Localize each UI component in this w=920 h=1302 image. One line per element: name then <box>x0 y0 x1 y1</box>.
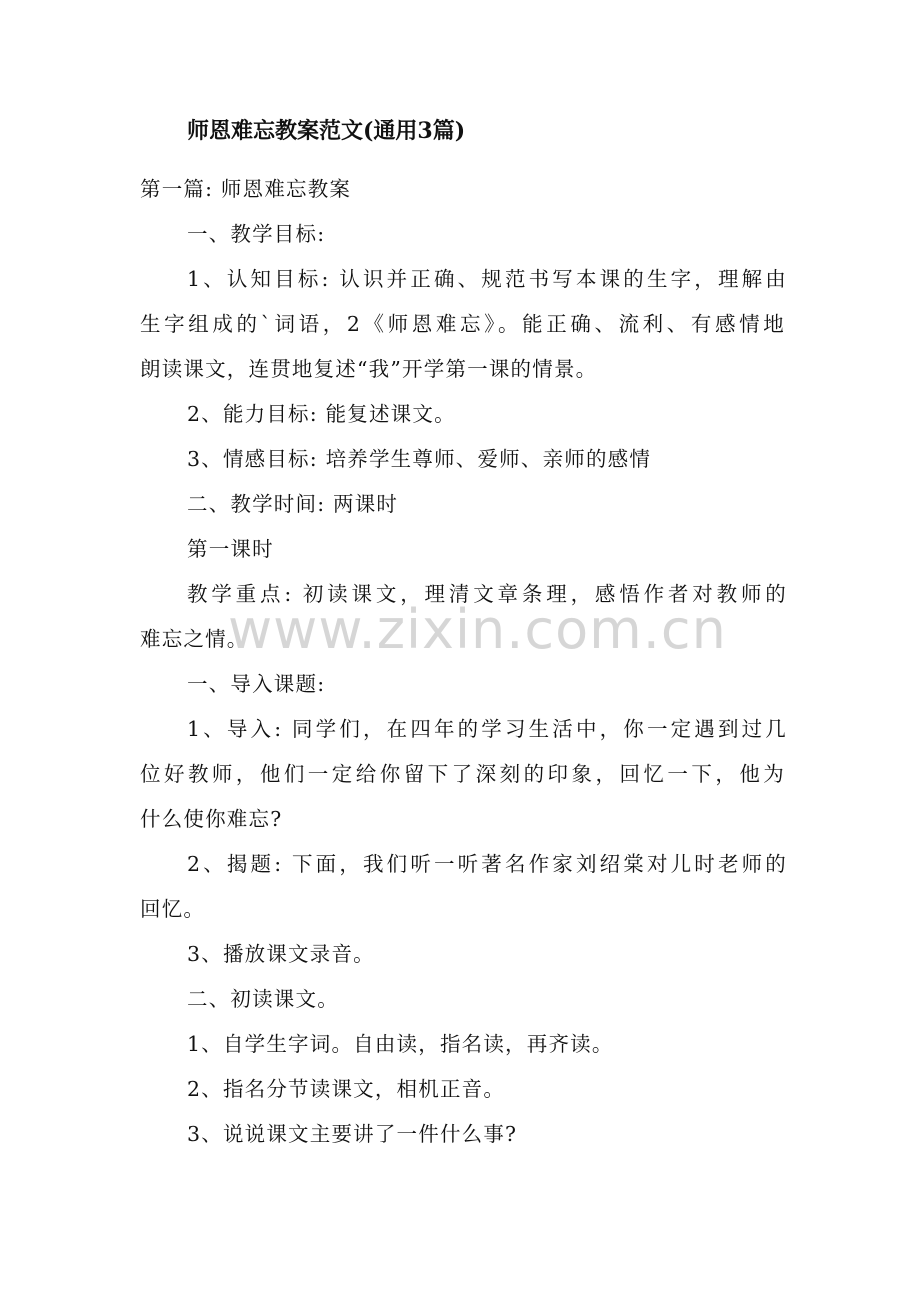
paragraph-line: 一、导入课题: <box>187 672 326 696</box>
paragraph-line: 2、指名分节读课文，相机正音。 <box>187 1077 506 1101</box>
paragraph-line: 第一课时 <box>187 537 274 561</box>
paragraph-line: 二、教学时间: 两课时 <box>187 492 399 516</box>
paragraph-line: 位好教师，他们一定给你留下了深刻的印象，回忆一下，他为 <box>140 762 785 786</box>
paragraph-line: 一、教学目标: <box>187 222 326 246</box>
watermark: www.zixin.com.cn <box>228 598 727 661</box>
paragraph-line: 难忘之情。 <box>140 627 249 651</box>
document-title: 师恩难忘教案范文(通用3篇) <box>187 118 466 144</box>
paragraph-line: 回忆。 <box>140 897 206 921</box>
paragraph-line: 朗读课文，连贯地复述“我”开学第一课的情景。 <box>140 357 598 381</box>
paragraph-line: 教学重点: 初读课文，理清文章条理，感悟作者对教师的 <box>187 582 787 606</box>
paragraph-line: 1、认知目标: 认识并正确、规范书写本课的生字，理解由 <box>187 267 787 291</box>
paragraph-line: 3、说说课文主要讲了一件什么事? <box>187 1122 518 1146</box>
paragraph-line: 二、初读课文。 <box>187 987 339 1011</box>
section-heading: 第一篇: 师恩难忘教案 <box>140 177 352 201</box>
paragraph-line: 2、能力目标: 能复述课文。 <box>187 402 456 426</box>
paragraph-line: 3、情感目标: 培养学生尊师、爱师、亲师的感情 <box>187 447 652 471</box>
paragraph-line: 2、揭题: 下面，我们听一听著名作家刘绍棠对儿时老师的 <box>187 852 787 876</box>
paragraph-line: 生字组成的`词语，2《师恩难忘》。能正确、流利、有感情地 <box>140 312 785 336</box>
paragraph-line: 3、播放课文录音。 <box>187 942 375 966</box>
paragraph-line: 什么使你难忘? <box>140 807 283 831</box>
paragraph-line: 1、自学生字词。自由读，指名读，再齐读。 <box>187 1032 614 1056</box>
paragraph-line: 1、导入: 同学们，在四年的学习生活中，你一定遇到过几 <box>187 717 787 741</box>
